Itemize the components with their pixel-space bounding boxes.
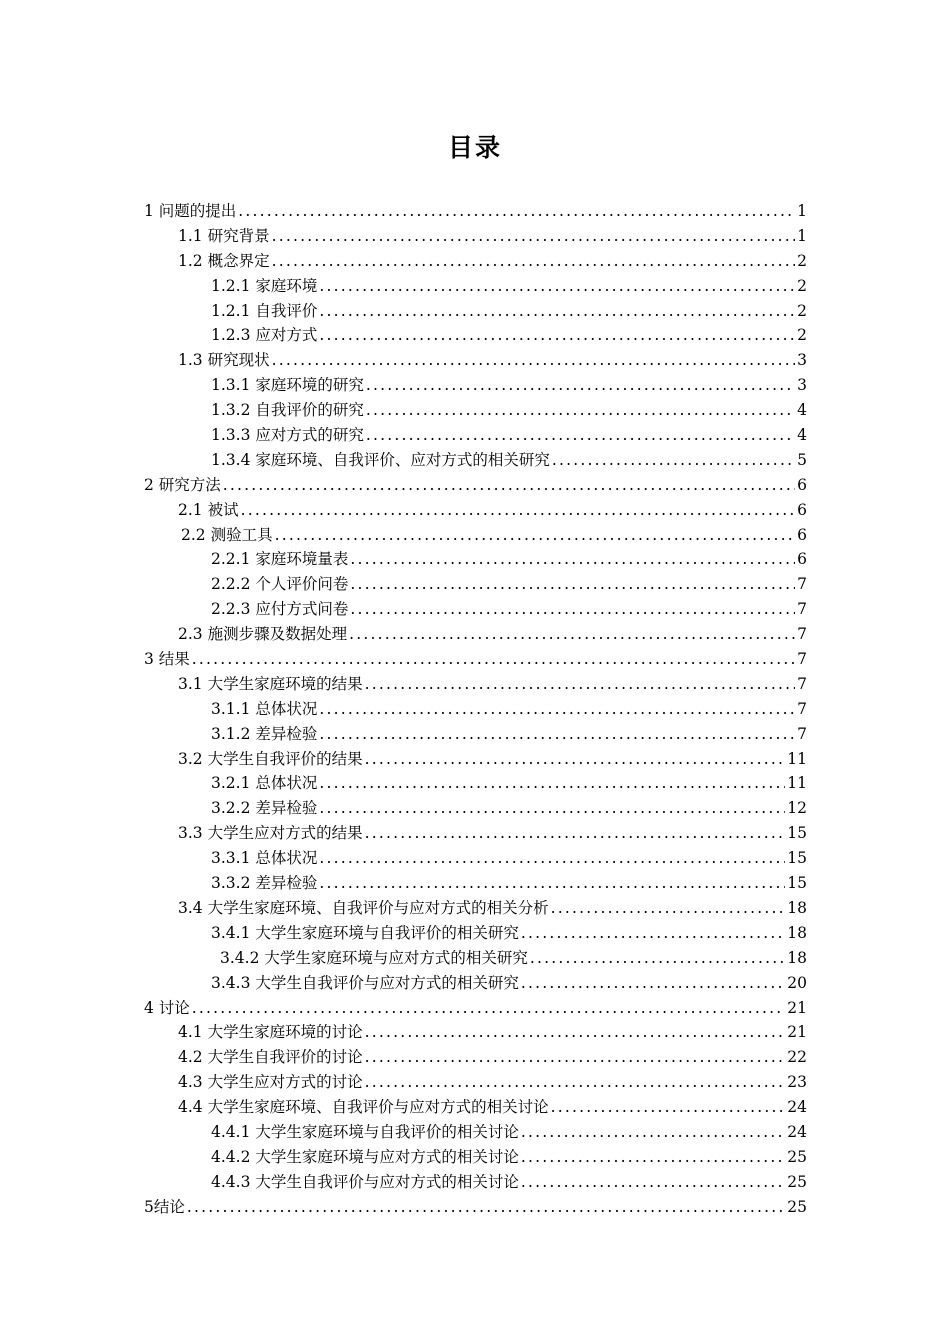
dot-leader xyxy=(272,348,796,373)
toc-entry-page-number: 23 xyxy=(787,1073,807,1092)
toc-entry-text: 3 结果 xyxy=(144,650,190,669)
toc-entry-page-number: 7 xyxy=(797,724,807,743)
toc-entry-text: 4.4.1 大学生家庭环境与自我评价的相关讨论 xyxy=(211,1122,519,1141)
toc-entry-page-number: 25 xyxy=(787,1197,807,1216)
toc-entry[interactable] xyxy=(144,348,807,373)
toc-entry[interactable] xyxy=(144,398,807,423)
toc-entry-page-number: 1 xyxy=(797,226,807,245)
dot-leader xyxy=(552,448,795,473)
toc-entry-page-number: 18 xyxy=(787,948,807,967)
toc-entry-page-number: 21 xyxy=(787,998,807,1017)
toc-entry[interactable] xyxy=(144,771,807,796)
dot-leader xyxy=(365,1020,786,1045)
toc-entry-page-number: 21 xyxy=(787,1023,807,1042)
toc-entry-page-number: 25 xyxy=(787,1147,807,1166)
toc-entry-page-number: 18 xyxy=(787,898,807,917)
toc-entry-page-number: 15 xyxy=(787,824,807,843)
toc-entry-text: 5结论 xyxy=(144,1197,185,1216)
toc-entry-page-number: 15 xyxy=(787,849,807,868)
toc-entry-page-number: 2 xyxy=(797,326,807,345)
toc-entry-page-number: 5 xyxy=(797,450,807,469)
toc-entry-page-number: 3 xyxy=(797,376,807,395)
toc-entry[interactable] xyxy=(144,647,807,672)
toc-entry[interactable] xyxy=(144,1070,807,1095)
dot-leader xyxy=(319,846,785,871)
toc-entry-text: 3.1.1 总体状况 xyxy=(211,699,318,718)
toc-entry[interactable] xyxy=(144,373,807,398)
dot-leader xyxy=(241,498,796,523)
toc-entry-page-number: 25 xyxy=(787,1172,807,1191)
toc-entry-text: 2.2.1 家庭环境量表 xyxy=(211,550,349,569)
toc-entry-page-number: 6 xyxy=(797,550,807,569)
toc-entry[interactable] xyxy=(144,722,807,747)
toc-entry-page-number: 4 xyxy=(797,401,807,420)
toc-entry[interactable] xyxy=(144,199,807,224)
toc-entry-text: 1.3.1 家庭环境的研究 xyxy=(211,376,364,395)
toc-title: 目录 xyxy=(447,133,502,162)
toc-entry-text: 1.3.4 家庭环境、自我评价、应对方式的相关研究 xyxy=(211,450,550,469)
dot-leader xyxy=(365,1070,786,1095)
toc-entry-text: 2.2 测验工具 xyxy=(181,525,273,544)
dot-leader xyxy=(349,622,795,647)
toc-entry-page-number: 20 xyxy=(787,973,807,992)
toc-entry[interactable] xyxy=(144,572,807,597)
toc-entry-page-number: 15 xyxy=(787,874,807,893)
toc-entry-page-number: 7 xyxy=(797,674,807,693)
toc-entry[interactable] xyxy=(144,597,807,622)
dot-leader xyxy=(319,771,785,796)
toc-entry-page-number: 2 xyxy=(797,301,807,320)
toc-entry-page-number: 12 xyxy=(787,799,807,818)
dot-leader xyxy=(551,1095,786,1120)
toc-entry-page-number: 3 xyxy=(797,351,807,370)
dot-leader xyxy=(319,299,795,324)
toc-entry[interactable] xyxy=(144,871,807,896)
dot-leader xyxy=(521,971,785,996)
toc-entry-text: 4.4.3 大学生自我评价与应对方式的相关讨论 xyxy=(211,1172,519,1191)
toc-entry-page-number: 11 xyxy=(787,774,807,793)
dot-leader xyxy=(366,423,795,448)
toc-entry[interactable] xyxy=(144,547,807,572)
toc-entry-page-number: 22 xyxy=(787,1048,807,1067)
toc-entry-text: 1 问题的提出 xyxy=(144,202,237,220)
dot-leader xyxy=(192,996,785,1021)
toc-entry-text: 3.3 大学生应对方式的结果 xyxy=(178,824,363,843)
toc-entry-page-number: 7 xyxy=(797,625,807,644)
toc-entry[interactable] xyxy=(144,299,807,324)
toc-entry[interactable] xyxy=(144,448,807,473)
toc-entry-text: 3.3.2 差异检验 xyxy=(211,874,318,893)
toc-entry-page-number: 24 xyxy=(787,1098,807,1117)
dot-leader xyxy=(530,946,785,971)
toc-entry-text: 2.2.2 个人评价问卷 xyxy=(211,575,349,594)
dot-leader xyxy=(521,921,785,946)
dot-leader xyxy=(366,398,795,423)
toc-entry[interactable] xyxy=(144,946,807,971)
toc-entry[interactable] xyxy=(144,821,807,846)
toc-entry[interactable] xyxy=(144,224,807,249)
toc-entry-page-number: 24 xyxy=(787,1122,807,1141)
toc-entry-text: 4.4.2 大学生家庭环境与应对方式的相关讨论 xyxy=(211,1147,519,1166)
toc-entry[interactable] xyxy=(144,1020,807,1045)
toc-entry-page-number: 7 xyxy=(797,600,807,619)
dot-leader xyxy=(319,697,795,722)
toc-entry-text: 1.3.2 自我评价的研究 xyxy=(211,401,364,420)
dot-leader xyxy=(366,373,795,398)
toc-entry-text: 2.1 被试 xyxy=(178,500,239,519)
toc-entry[interactable] xyxy=(144,747,807,772)
toc-entry-page-number: 7 xyxy=(797,650,807,669)
dot-leader xyxy=(319,796,785,821)
dot-leader xyxy=(238,199,795,224)
dot-leader xyxy=(319,274,795,299)
toc-entry[interactable] xyxy=(144,971,807,996)
toc-entry-text: 4.4 大学生家庭环境、自我评价与应对方式的相关讨论 xyxy=(178,1098,549,1117)
dot-leader xyxy=(272,249,796,274)
dot-leader xyxy=(272,224,796,249)
toc-entry[interactable] xyxy=(144,249,807,274)
toc-entry[interactable] xyxy=(144,697,807,722)
toc-entry[interactable] xyxy=(144,996,807,1021)
toc-entry[interactable] xyxy=(144,523,807,548)
toc-entry-text: 3.4.2 大学生家庭环境与应对方式的相关研究 xyxy=(220,948,528,967)
toc-entry-page-number: 4 xyxy=(797,426,807,445)
toc-entry-text: 4.3 大学生应对方式的讨论 xyxy=(178,1073,363,1092)
toc-entry-text: 3.2.1 总体状况 xyxy=(211,774,318,793)
toc-entry-text: 1.1 研究背景 xyxy=(178,226,270,245)
toc-entry-page-number: 7 xyxy=(797,699,807,718)
toc-entry-page-number: 7 xyxy=(797,575,807,594)
toc-entry[interactable] xyxy=(144,921,807,946)
dot-leader xyxy=(551,896,786,921)
toc-entry-text: 1.3 研究现状 xyxy=(178,351,270,370)
toc-entry-text: 3.4 大学生家庭环境、自我评价与应对方式的相关分析 xyxy=(178,898,549,917)
toc-entry[interactable] xyxy=(144,1095,807,1120)
toc-entry[interactable] xyxy=(144,796,807,821)
toc-entry-page-number: 6 xyxy=(797,475,807,494)
dot-leader xyxy=(365,747,786,772)
dot-leader xyxy=(319,722,795,747)
toc-entry-page-number: 2 xyxy=(797,251,807,270)
toc-entry-text: 3.1.2 差异检验 xyxy=(211,724,318,743)
toc-entry-text: 3.4.1 大学生家庭环境与自我评价的相关研究 xyxy=(211,923,519,942)
toc-entry-text: 2 研究方法 xyxy=(144,475,221,494)
dot-leader xyxy=(319,871,785,896)
toc-entry-page-number: 18 xyxy=(787,923,807,942)
toc-entry-text: 3.1 大学生家庭环境的结果 xyxy=(178,674,363,693)
dot-leader xyxy=(365,672,796,697)
toc-entry[interactable] xyxy=(144,896,807,921)
toc-entry[interactable] xyxy=(144,1045,807,1070)
toc-entry-text: 2.2.3 应付方式问卷 xyxy=(211,600,349,619)
toc-entry[interactable] xyxy=(144,846,807,871)
dot-leader xyxy=(275,523,796,548)
toc-entry-page-number: 2 xyxy=(797,276,807,295)
toc-entry-text: 1.3.3 应对方式的研究 xyxy=(211,426,364,445)
dot-leader xyxy=(521,1120,785,1145)
toc-entry[interactable] xyxy=(144,1195,807,1220)
dot-leader xyxy=(350,572,795,597)
dot-leader xyxy=(521,1145,785,1170)
toc-entry[interactable] xyxy=(144,423,807,448)
toc-entry-text: 1.2.1 家庭环境 xyxy=(211,276,318,295)
toc-entry[interactable] xyxy=(144,1145,807,1170)
dot-leader xyxy=(521,1170,785,1195)
dot-leader xyxy=(187,1195,785,1220)
toc-entry[interactable] xyxy=(144,498,807,523)
dot-leader xyxy=(319,323,795,348)
toc-entry-page-number: 6 xyxy=(797,525,807,544)
table-of-contents xyxy=(144,199,807,1220)
toc-entry[interactable] xyxy=(144,672,807,697)
toc-entry[interactable] xyxy=(144,1120,807,1145)
dot-leader xyxy=(192,647,795,672)
toc-entry[interactable] xyxy=(144,473,807,498)
dot-leader xyxy=(365,1045,786,1070)
dot-leader xyxy=(223,473,795,498)
toc-entry-text: 1.2.3 应对方式 xyxy=(211,326,318,345)
toc-entry-text: 3.2 大学生自我评价的结果 xyxy=(178,749,363,768)
toc-entry-text: 1.2 概念界定 xyxy=(178,251,270,270)
toc-entry-text: 2.3 施测步骤及数据处理 xyxy=(178,625,348,644)
toc-entry-text: 3.2.2 差异检验 xyxy=(211,799,318,818)
toc-entry-text: 4.2 大学生自我评价的讨论 xyxy=(178,1048,363,1067)
dot-leader xyxy=(350,547,795,572)
toc-entry-text: 3.4.3 大学生自我评价与应对方式的相关研究 xyxy=(211,973,519,992)
dot-leader xyxy=(350,597,795,622)
toc-entry-page-number: 6 xyxy=(797,500,807,519)
toc-entry[interactable] xyxy=(144,622,807,647)
toc-entry-page-number: 11 xyxy=(787,749,807,768)
toc-entry[interactable] xyxy=(144,274,807,299)
toc-entry-text: 3.3.1 总体状况 xyxy=(211,849,318,868)
dot-leader xyxy=(365,821,786,846)
toc-entry[interactable] xyxy=(144,1170,807,1195)
toc-entry-text: 4.1 大学生家庭环境的讨论 xyxy=(178,1023,363,1042)
toc-entry-text: 4 讨论 xyxy=(144,998,190,1017)
toc-entry-text: 1.2.1 自我评价 xyxy=(211,301,318,320)
toc-entry[interactable] xyxy=(144,323,807,348)
toc-entry-page-number: 1 xyxy=(797,202,807,220)
